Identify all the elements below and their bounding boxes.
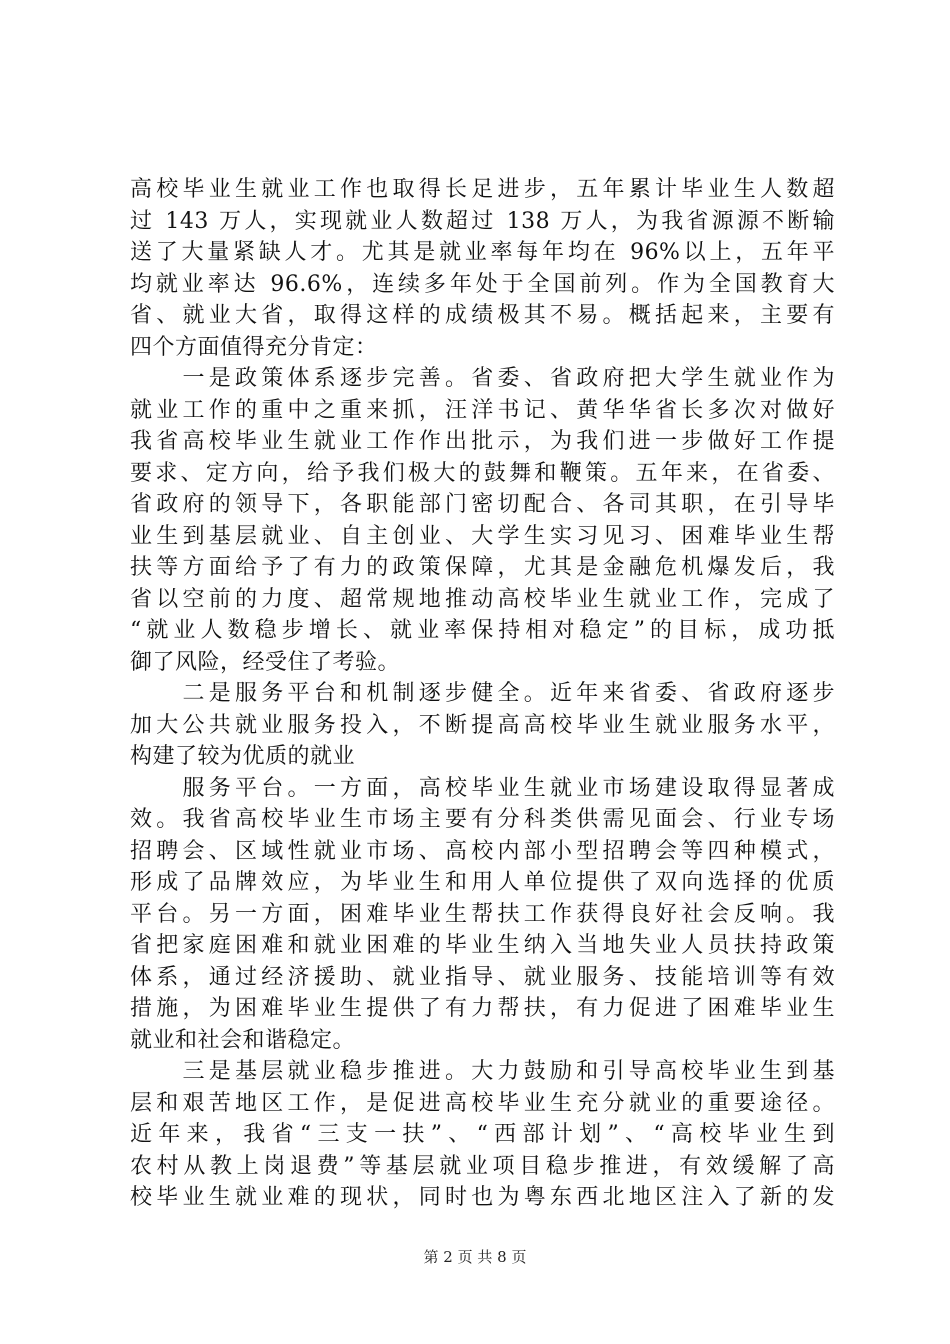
text-line: 就业和社会和谐稳定。 (130, 1027, 356, 1053)
text-line: 省政府的领导下，各职能部门密切配合、各司其职，在引导毕 (130, 492, 835, 517)
text-line: 效。我省高校毕业生市场主要有分科类供需见面会、行业专场 (130, 807, 835, 832)
text-line: 御了风险，经受住了考验。 (130, 649, 401, 675)
text-line: 业生到基层就业、自主创业、大学生实习见习、困难毕业生帮 (130, 523, 835, 549)
text-line: 送了大量紧缺人才。尤其是就业率每年均在 96%以上，五年平 (130, 240, 835, 265)
text-line: 省把家庭困难和就业困难的毕业生纳入当地失业人员扶持政策 (130, 933, 835, 958)
text-line: 省以空前的力度、超常规地推动高校毕业生就业工作，完成了 (130, 586, 835, 612)
text-line: 平台。另一方面，困难毕业生帮扶工作获得良好社会反响。我 (130, 901, 835, 927)
text-line: 形成了品牌效应，为毕业生和用人单位提供了双向选择的优质 (130, 870, 835, 895)
text-line: 省、就业大省，取得这样的成绩极其不易。概括起来，主要有 (130, 303, 835, 328)
text-line: 扶等方面给予了有力的政策保障，尤其是金融危机爆发后，我 (130, 555, 835, 580)
text-line: 二是服务平台和机制逐步健全。近年来省委、省政府逐步 (130, 681, 835, 706)
text-line: 就业工作的重中之重来抓，汪洋书记、黄华华省长多次对做好 (130, 397, 835, 423)
text-line: 一是政策体系逐步完善。省委、省政府把大学生就业作为 (130, 366, 835, 391)
text-line: “就业人数稳步增长、就业率保持相对稳定”的目标，成功抵 (130, 618, 835, 643)
text-line: 高校毕业生就业工作也取得长足进步，五年累计毕业生人数超 (130, 177, 835, 202)
text-line: 加大公共就业服务投入，不断提高高校毕业生就业服务水平， (130, 712, 835, 738)
text-line: 均就业率达 96.6%，连续多年处于全国前列。作为全国教育大 (130, 271, 835, 297)
text-line: 要求、定方向，给予我们极大的鼓舞和鞭策。五年来，在省委、 (130, 460, 835, 486)
text-line: 招聘会、区域性就业市场、高校内部小型招聘会等四种模式， (130, 838, 835, 864)
page-footer: 第 2 页 共 8 页 (423, 1248, 527, 1266)
text-line: 措施，为困难毕业生提供了有力帮扶，有力促进了困难毕业生 (130, 996, 835, 1021)
text-line: 农村从教上岗退费”等基层就业项目稳步推进，有效缓解了高 (130, 1153, 835, 1179)
text-line: 过 143 万人，实现就业人数超过 138 万人，为我省源源不断输 (130, 208, 835, 234)
text-line: 四个方面值得充分肯定： (130, 334, 378, 360)
text-line: 三是基层就业稳步推进。大力鼓励和引导高校毕业生到基 (130, 1059, 835, 1084)
text-line: 层和艰苦地区工作，是促进高校毕业生充分就业的重要途径。 (130, 1090, 835, 1116)
text-line: 校毕业生就业难的现状，同时也为粤东西北地区注入了新的发 (130, 1185, 835, 1210)
text-line: 构建了较为优质的就业 (130, 744, 356, 769)
text-line: 服务平台。一方面，高校毕业生就业市场建设取得显著成 (130, 775, 835, 801)
text-line: 我省高校毕业生就业工作作出批示，为我们进一步做好工作提 (130, 429, 835, 454)
text-line: 体系，通过经济援助、就业指导、就业服务、技能培训等有效 (130, 964, 835, 990)
document-body (130, 174, 835, 1214)
text-line: 近年来，我省“三支一扶”、“西部计划”、“高校毕业生到 (130, 1122, 835, 1147)
